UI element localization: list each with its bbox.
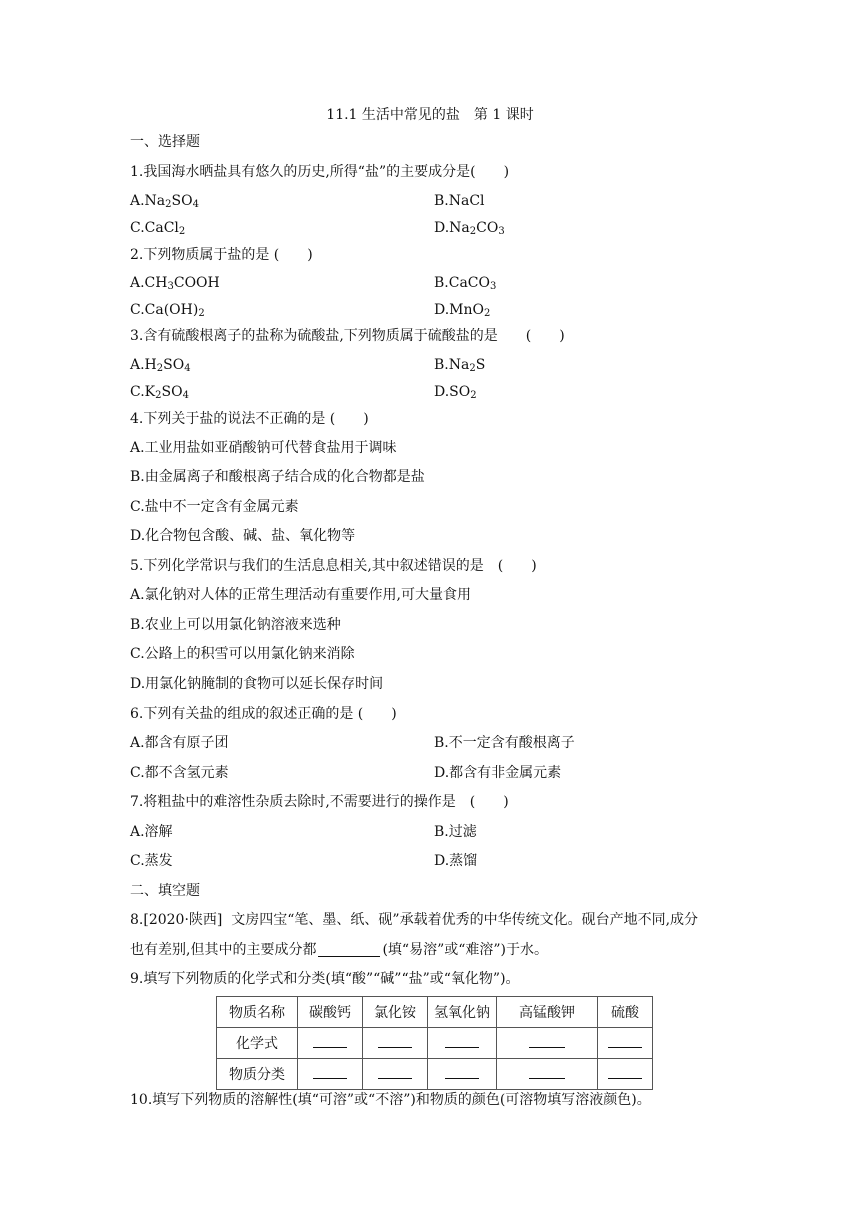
table-answer-cell[interactable] <box>497 1028 598 1059</box>
section-heading-fill-in: 二、填空题 <box>130 883 200 899</box>
question-7-option-a: A.溶解 <box>130 824 173 840</box>
question-7-option-d: D.蒸馏 <box>434 853 478 869</box>
question-7-option-c: C.蒸发 <box>130 853 173 869</box>
table-header-cell: 物质名称 <box>217 997 298 1028</box>
question-9-stem: 9.填写下列物质的化学式和分类(填“酸”“碱”“盐”或“氧化物”)。 <box>130 971 520 987</box>
table-row-label: 物质分类 <box>217 1059 298 1090</box>
page-title: 11.1 生活中常见的盐 第 1 课时 <box>326 107 534 123</box>
table-header-cell: 氢氧化钠 <box>428 997 497 1028</box>
question-8-answer-blank[interactable] <box>318 942 380 957</box>
question-1-option-a: $A.Na_2SO_4$ <box>130 193 199 210</box>
question-4-stem: 4.下列关于盐的说法不正确的是 ( ) <box>130 411 369 427</box>
question-2-option-c: $C.Ca(OH)_2$ <box>130 302 205 319</box>
table-answer-cell[interactable] <box>298 1028 363 1059</box>
question-6-option-d: D.都含有非金属元素 <box>434 765 562 781</box>
table-header-cell: 氯化铵 <box>363 997 428 1028</box>
question-6-option-c: C.都不含氢元素 <box>130 765 229 781</box>
table-answer-cell[interactable] <box>497 1059 598 1090</box>
table-header-cell: 碳酸钙 <box>298 997 363 1028</box>
question-10-stem: 10.填写下列物质的溶解性(填“可溶”或“不溶”)和物质的颜色(可溶物填写溶液颜色)。 <box>130 1092 651 1108</box>
table-header-row <box>217 997 653 1028</box>
question-8-line-2: 也有差别,但其中的主要成分都 (填“易溶”或“难溶”)于水。 <box>130 942 549 958</box>
question-6-option-a: A.都含有原子团 <box>130 735 229 751</box>
question-4-option-c: C.盐中不一定含有金属元素 <box>130 499 299 515</box>
table-row-label: 化学式 <box>217 1028 298 1059</box>
table-answer-cell[interactable] <box>598 1059 653 1090</box>
question-2-option-d: D.MnO$_2$ <box>434 302 491 319</box>
question-7-option-b: B.过滤 <box>434 824 477 840</box>
question-1-option-b: B.NaCl <box>434 193 485 209</box>
question-2-stem: 2.下列物质属于盐的是 ( ) <box>130 247 313 263</box>
question-4-option-d: D.化合物包含酸、碱、盐、氧化物等 <box>130 528 356 544</box>
table-answer-cell[interactable] <box>598 1028 653 1059</box>
table-row <box>217 1059 653 1090</box>
question-5-stem: 5.下列化学常识与我们的生活息息相关,其中叙述错误的是 ( ) <box>130 558 537 574</box>
question-5-option-d: D.用氯化钠腌制的食物可以延长保存时间 <box>130 676 384 692</box>
table-answer-cell[interactable] <box>363 1059 428 1090</box>
table-row <box>217 1028 653 1059</box>
question-4-option-a: A.工业用盐如亚硝酸钠可代替食盐用于调味 <box>130 440 397 456</box>
question-6-stem: 6.下列有关盐的组成的叙述正确的是 ( ) <box>130 706 397 722</box>
question-3-option-a: $A.H_2SO_4$ <box>130 357 191 374</box>
question-3-stem: 3.含有硫酸根离子的盐称为硫酸盐,下列物质属于硫酸盐的是 ( ) <box>130 328 565 344</box>
question-2-option-a: $A.CH_3COOH$ <box>130 275 220 292</box>
question-1-option-d: $D.Na_2CO_3$ <box>434 220 505 237</box>
question-8-line-1: 8.[2020·陕西] 文房四宝“笔、墨、纸、砚”承载着优秀的中华传统文化。砚台产地不同,成分 <box>130 912 699 928</box>
table-answer-cell[interactable] <box>298 1059 363 1090</box>
section-heading-choice: 一、选择题 <box>130 134 200 150</box>
question-4-option-b: B.由金属离子和酸根离子结合成的化合物都是盐 <box>130 469 425 485</box>
question-5-option-a: A.氯化钠对人体的正常生理活动有重要作用,可大量食用 <box>130 587 472 603</box>
table-header-cell: 硫酸 <box>598 997 653 1028</box>
question-5-option-b: B.农业上可以用氯化钠溶液来选种 <box>130 617 341 633</box>
question-1-stem: 1.我国海水晒盐具有悠久的历史,所得“盐”的主要成分是( ) <box>130 164 510 180</box>
question-1-option-c: C.CaCl$_2$ <box>130 220 186 237</box>
question-6-option-b: B.不一定含有酸根离子 <box>434 735 575 751</box>
table-answer-cell[interactable] <box>363 1028 428 1059</box>
table-header-cell: 高锰酸钾 <box>497 997 598 1028</box>
table-answer-cell[interactable] <box>428 1059 497 1090</box>
question-2-option-b: B.CaCO$_3$ <box>434 275 497 292</box>
question-3-option-c: $C.K_2SO_4$ <box>130 384 189 401</box>
question-7-stem: 7.将粗盐中的难溶性杂质去除时,不需要进行的操作是 ( ) <box>130 794 509 810</box>
question-3-option-b: $B.Na_2S$ <box>434 357 486 374</box>
table-answer-cell[interactable] <box>428 1028 497 1059</box>
question-3-option-d: $D.SO_2$ <box>434 384 477 401</box>
substance-table <box>216 996 653 1090</box>
question-5-option-c: C.公路上的积雪可以用氯化钠来消除 <box>130 646 355 662</box>
